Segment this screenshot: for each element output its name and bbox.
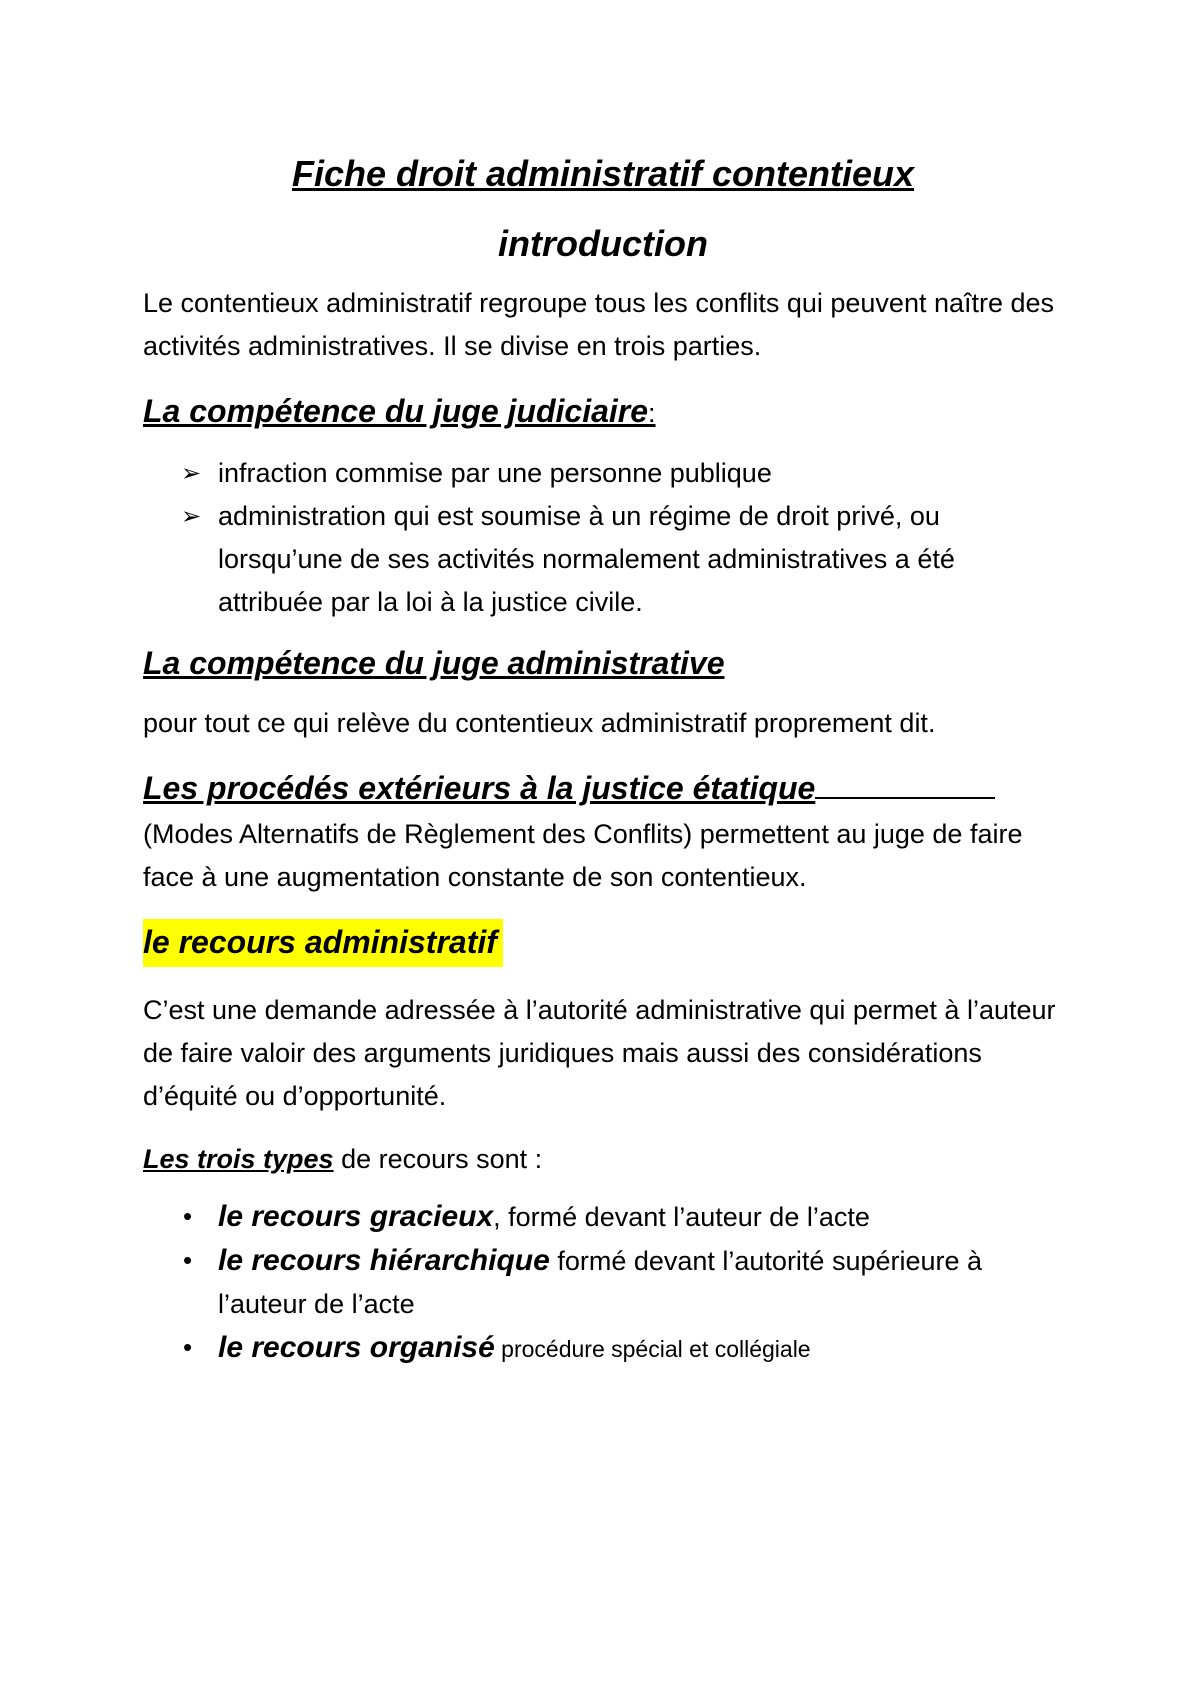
juge-administratif-paragraph: pour tout ce qui relève du contentieux administratif proprement dit. [143,708,936,738]
types-rest: de recours sont : [333,1144,543,1174]
list-item [143,1195,1063,1239]
juge-judiciaire-list [143,452,1063,624]
recours-type-name: le recours organisé [218,1331,495,1364]
recours-paragraph: C’est une demande adressée à l’autorité administrative qui permet à l’auteur de faire valoir des arguments juridiques mais aussi des considérations d’équité ou d’opportunité. [143,995,1056,1111]
highlighted-heading-recours: le recours administratif [143,919,503,967]
recours-type-name: le recours hiérarchique [218,1244,550,1277]
section-heading-procedes [143,765,1063,811]
recours-type-desc: , formé devant l’auteur de l’acte [493,1202,870,1232]
list-item [143,452,1063,495]
dot-bullet-icon: • [183,1332,193,1362]
document-title: Fiche droit administratif contentieux [291,153,915,194]
intro-paragraph: Le contentieux administratif regroupe tous les conflits qui peuvent naître des activités administratives. Il se divise en trois parties. [143,288,1055,361]
document-content [143,150,1063,1387]
recours-type-name: le recours gracieux [218,1200,494,1233]
section-heading-text: La compétence du juge judiciaire [143,393,649,429]
procedes-paragraph: (Modes Alternatifs de Règlement des Conflits) permettent au juge de faire face à une augmentation constante de son contentieux. [143,819,1023,892]
types-intro [143,1138,1063,1181]
heading-underline-trail [815,796,995,799]
section-heading-text: Les procédés extérieurs à la justice étatique [143,770,816,806]
dot-bullet-icon: • [183,1245,193,1275]
section-heading-juge-administratif: La compétence du juge administrative [143,645,725,681]
dot-bullet-icon: • [183,1201,193,1231]
heading-colon: : [648,398,656,428]
section-heading-juge-judiciaire [143,388,1063,436]
list-item [143,495,1063,624]
list-item [143,1326,1063,1371]
list-item [143,1239,1063,1326]
list-item-text: administration qui est soumise à un régime de droit privé, ou lorsqu’une de ses activités normalement administratives a été attribuée par la loi à la justice civile. [218,501,955,617]
arrow-bullet-icon: ➢ [181,460,202,487]
recours-heading-wrap [143,919,1063,967]
recours-type-desc: procédure spécial et collégiale [494,1336,811,1362]
arrow-bullet-icon: ➢ [181,503,202,530]
list-item-text: infraction commise par une personne publique [218,458,772,488]
document-subtitle: introduction [498,223,708,264]
types-label: Les trois types [143,1144,334,1174]
recours-types-list [143,1195,1063,1371]
recours-type-desc: formé devant l’autorité supérieure à l’auteur de l’acte [218,1246,983,1319]
